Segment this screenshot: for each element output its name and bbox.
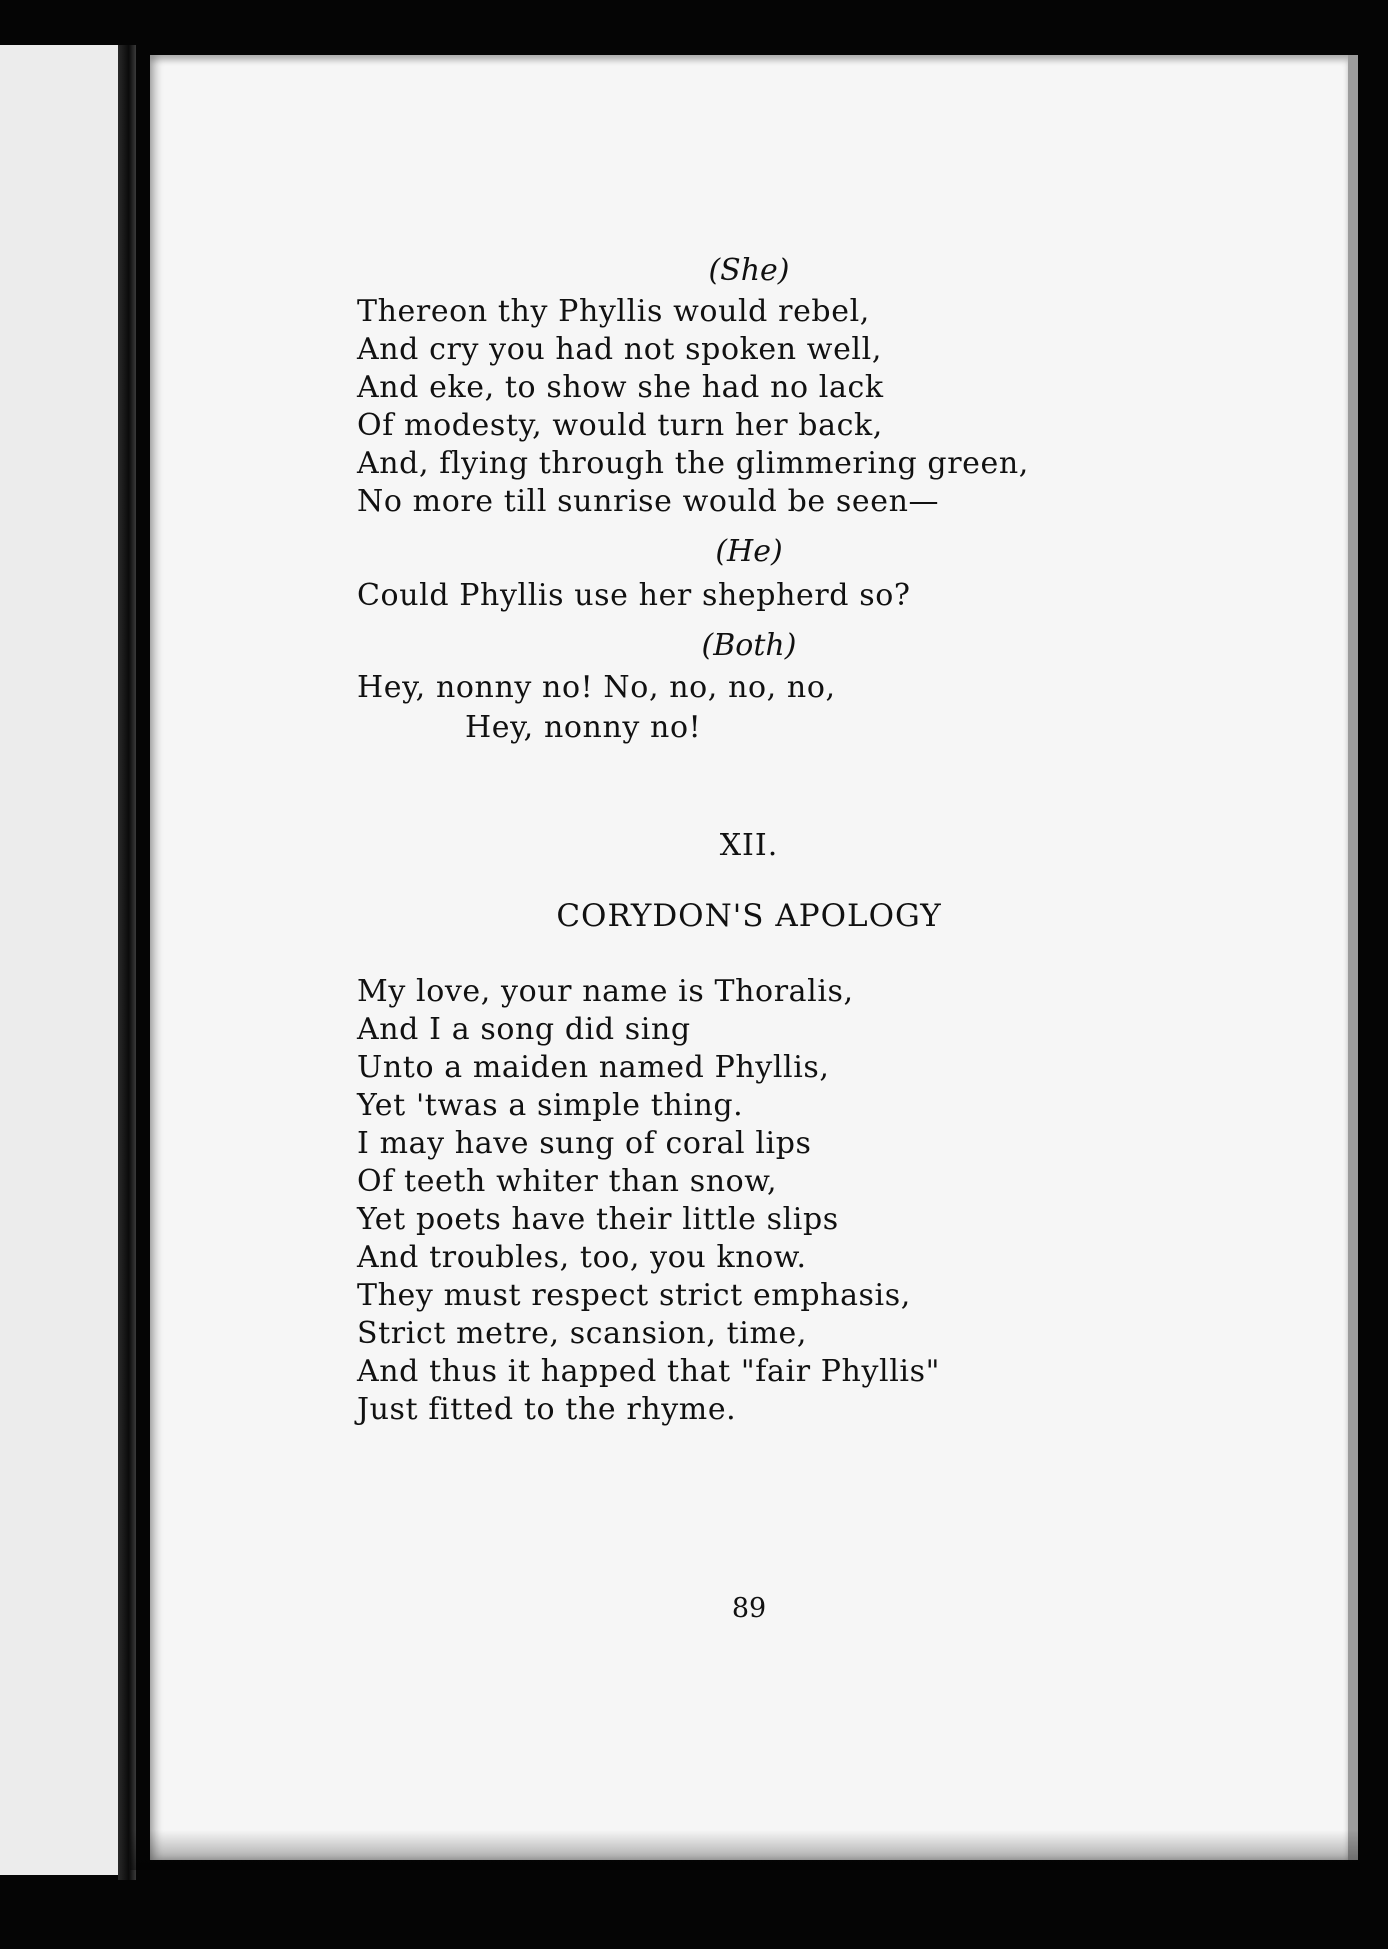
poem-line-10: Strict metre, scansion, time, <box>357 1316 807 1351</box>
poem-line-5: I may have sung of coral lips <box>357 1126 812 1161</box>
page-bottom-shadow <box>130 1830 1360 1870</box>
stanza1-line-1: Thereon thy Phyllis would rebel, <box>357 294 870 329</box>
facing-page-edge <box>0 45 120 1875</box>
book-spine <box>118 45 136 1880</box>
stanza1-line-6: No more till sunrise would be seen— <box>357 484 940 519</box>
poem-line-4: Yet 'twas a simple thing. <box>357 1088 744 1123</box>
poem-line-1: My love, your name is Thoralis, <box>357 974 854 1009</box>
poem-line-8: And troubles, too, you know. <box>357 1240 807 1275</box>
book-page <box>150 55 1358 1860</box>
section-title: CORYDON'S APOLOGY <box>556 898 942 934</box>
speaker-he: (He) <box>715 534 783 569</box>
stanza2-line-1: Could Phyllis use her shepherd so? <box>357 578 911 613</box>
stanza3-line-1: Hey, nonny no! No, no, no, no, <box>357 670 836 705</box>
poem-line-2: And I a song did sing <box>357 1012 691 1047</box>
poem-line-6: Of teeth whiter than snow, <box>357 1164 778 1199</box>
section-number: XII. <box>719 828 779 863</box>
stanza1-line-3: And eke, to show she had no lack <box>357 370 884 405</box>
page-number: 89 <box>731 1593 767 1624</box>
stanza3-line-2: Hey, nonny no! <box>465 710 702 745</box>
poem-line-3: Unto a maiden named Phyllis, <box>357 1050 830 1085</box>
stanza1-line-2: And cry you had not spoken well, <box>357 332 882 367</box>
stanza1-line-4: Of modesty, would turn her back, <box>357 408 883 443</box>
poem-line-7: Yet poets have their little slips <box>357 1202 839 1237</box>
poem-line-11: And thus it happed that "fair Phyllis" <box>357 1354 940 1389</box>
poem-line-9: They must respect strict emphasis, <box>357 1278 911 1313</box>
poem-line-12: Just fitted to the rhyme. <box>357 1392 737 1427</box>
speaker-she: (She) <box>708 253 790 288</box>
speaker-both: (Both) <box>701 628 797 663</box>
stanza1-line-5: And, flying through the glimmering green, <box>357 446 1029 481</box>
